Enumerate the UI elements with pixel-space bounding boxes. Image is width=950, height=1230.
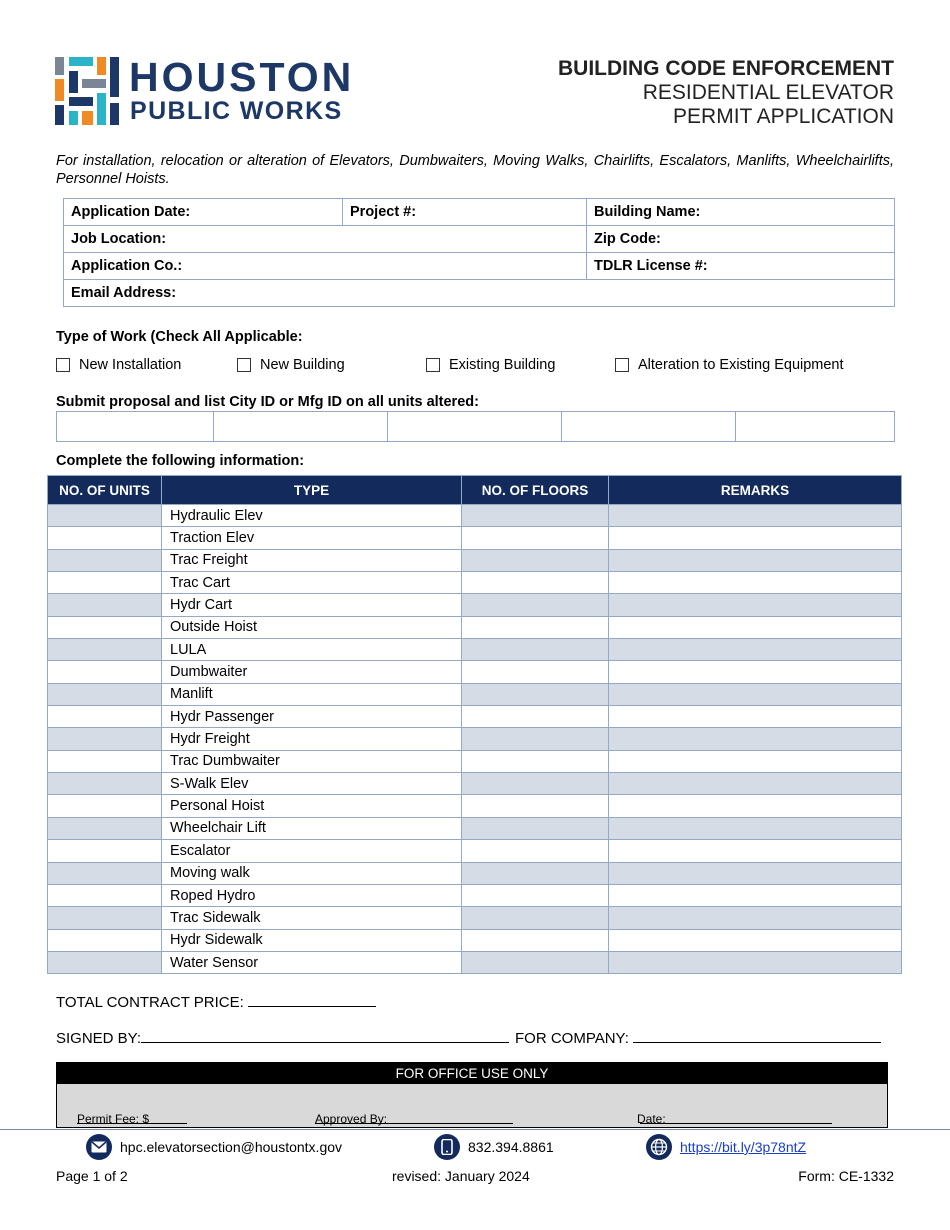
- floors-cell[interactable]: [462, 639, 609, 661]
- units-cell[interactable]: [48, 549, 162, 571]
- table-row: [48, 862, 902, 884]
- alteration-checkbox[interactable]: Alteration to Existing Equipment: [615, 357, 844, 373]
- table-row: [48, 639, 902, 661]
- type-cell: Manlift: [162, 683, 462, 705]
- checkbox-icon[interactable]: [426, 358, 440, 372]
- table-row: [48, 817, 902, 839]
- units-cell[interactable]: [48, 639, 162, 661]
- table-row: [48, 840, 902, 862]
- units-cell[interactable]: [48, 862, 162, 884]
- unit-id-input[interactable]: [562, 412, 736, 442]
- application-company-field[interactable]: Application Co.:: [64, 253, 587, 280]
- units-cell[interactable]: [48, 661, 162, 683]
- remarks-cell[interactable]: [609, 661, 902, 683]
- units-cell[interactable]: [48, 907, 162, 929]
- type-cell: LULA: [162, 639, 462, 661]
- type-cell: Hydr Passenger: [162, 706, 462, 728]
- units-cell[interactable]: [48, 728, 162, 750]
- form-title-line1: RESIDENTIAL ELEVATOR: [642, 81, 894, 104]
- new-building-checkbox[interactable]: New Building: [237, 357, 345, 373]
- units-cell[interactable]: [48, 929, 162, 951]
- existing-building-checkbox[interactable]: Existing Building: [426, 357, 555, 373]
- office-use-box: FOR OFFICE USE ONLY Permit Fee: $ Approved By: Date:: [56, 1062, 888, 1128]
- equipment-table: [47, 475, 902, 974]
- unit-id-row: [56, 411, 895, 442]
- revised-date: revised: January 2024: [392, 1168, 530, 1184]
- page-number: Page 1 of 2: [56, 1168, 128, 1184]
- checkbox-icon[interactable]: [56, 358, 70, 372]
- floors-cell[interactable]: [462, 616, 609, 638]
- contact-url[interactable]: [646, 1133, 806, 1161]
- table-row: [48, 505, 902, 527]
- floors-cell[interactable]: [462, 951, 609, 973]
- checkbox-icon[interactable]: [237, 358, 251, 372]
- floors-cell[interactable]: [462, 795, 609, 817]
- table-row: [48, 951, 902, 973]
- logo-subtitle: PUBLIC WORKS: [130, 97, 343, 125]
- table-row: [48, 549, 902, 571]
- remarks-cell[interactable]: [609, 817, 902, 839]
- total-contract-price-field[interactable]: TOTAL CONTRACT PRICE:: [56, 991, 376, 1011]
- units-cell[interactable]: [48, 683, 162, 705]
- short-link[interactable]: https://bit.ly/3p78ntZ: [680, 1139, 807, 1155]
- table-row: [48, 706, 902, 728]
- floors-cell[interactable]: [462, 527, 609, 549]
- table-row: [48, 795, 902, 817]
- department-title: BUILDING CODE ENFORCEMENT: [558, 57, 894, 80]
- floors-cell[interactable]: [462, 706, 609, 728]
- floors-cell[interactable]: [462, 683, 609, 705]
- table-row: [48, 527, 902, 549]
- units-cell[interactable]: [48, 795, 162, 817]
- table-row: [48, 750, 902, 772]
- email-address-field[interactable]: Email Address:: [64, 280, 895, 307]
- floors-cell[interactable]: [462, 773, 609, 795]
- remarks-cell[interactable]: [609, 527, 902, 549]
- table-row: [48, 884, 902, 906]
- office-use-title: FOR OFFICE USE ONLY: [57, 1063, 887, 1084]
- floors-cell[interactable]: [462, 661, 609, 683]
- type-cell: Trac Sidewalk: [162, 907, 462, 929]
- type-cell: Dumbwaiter: [162, 661, 462, 683]
- floors-cell[interactable]: [462, 840, 609, 862]
- col-header-type: TYPE: [162, 476, 462, 505]
- signed-by-field[interactable]: SIGNED BY:: [56, 1027, 509, 1047]
- units-cell[interactable]: [48, 527, 162, 549]
- remarks-cell[interactable]: [609, 706, 902, 728]
- type-cell: Hydr Freight: [162, 728, 462, 750]
- table-row: [48, 728, 902, 750]
- type-cell: Hydr Cart: [162, 594, 462, 616]
- application-info-table: [63, 198, 895, 307]
- type-cell: Hydr Sidewalk: [162, 929, 462, 951]
- table-row: [48, 683, 902, 705]
- unit-id-input[interactable]: [388, 412, 562, 442]
- remarks-cell[interactable]: [609, 884, 902, 906]
- remarks-cell[interactable]: [609, 572, 902, 594]
- type-cell: Trac Cart: [162, 572, 462, 594]
- units-cell[interactable]: [48, 572, 162, 594]
- type-cell: Trac Freight: [162, 549, 462, 571]
- floors-cell[interactable]: [462, 572, 609, 594]
- floors-cell[interactable]: [462, 750, 609, 772]
- type-cell: Wheelchair Lift: [162, 817, 462, 839]
- contact-email[interactable]: hpc.elevatorsection@houstontx.gov: [86, 1133, 342, 1161]
- type-cell: Traction Elev: [162, 527, 462, 549]
- logo-title: HOUSTON: [129, 54, 355, 100]
- complete-info-label: Complete the following information:: [56, 453, 305, 469]
- remarks-cell[interactable]: [609, 862, 902, 884]
- project-number-field[interactable]: Project #:: [343, 199, 587, 226]
- type-cell: Trac Dumbwaiter: [162, 750, 462, 772]
- remarks-cell[interactable]: [609, 549, 902, 571]
- type-of-work-label: Type of Work (Check All Applicable:: [56, 329, 303, 345]
- type-cell: Moving walk: [162, 862, 462, 884]
- building-name-field[interactable]: Building Name:: [587, 199, 895, 226]
- type-cell: Hydraulic Elev: [162, 505, 462, 527]
- units-cell[interactable]: [48, 750, 162, 772]
- units-cell[interactable]: [48, 951, 162, 973]
- floors-cell[interactable]: [462, 907, 609, 929]
- units-cell[interactable]: [48, 594, 162, 616]
- unit-id-input[interactable]: [736, 412, 895, 442]
- floors-cell[interactable]: [462, 594, 609, 616]
- tdlr-license-field[interactable]: TDLR License #:: [587, 253, 895, 280]
- unit-id-input[interactable]: [214, 412, 388, 442]
- contact-phone[interactable]: 832.394.8861: [434, 1133, 554, 1161]
- units-cell[interactable]: [48, 773, 162, 795]
- office-date-field[interactable]: Date:: [637, 1098, 640, 1112]
- floors-cell[interactable]: [462, 929, 609, 951]
- for-company-field[interactable]: FOR COMPANY:: [515, 1027, 881, 1047]
- remarks-cell[interactable]: [609, 840, 902, 862]
- remarks-cell[interactable]: [609, 639, 902, 661]
- type-cell: Outside Hoist: [162, 616, 462, 638]
- units-cell[interactable]: [48, 840, 162, 862]
- floors-cell[interactable]: [462, 862, 609, 884]
- remarks-cell[interactable]: [609, 505, 902, 527]
- type-cell: S-Walk Elev: [162, 773, 462, 795]
- table-row: [48, 661, 902, 683]
- units-cell[interactable]: [48, 505, 162, 527]
- table-row: [48, 572, 902, 594]
- footer-divider: [0, 1129, 950, 1130]
- unit-id-input[interactable]: [57, 412, 214, 442]
- type-cell: Escalator: [162, 840, 462, 862]
- col-header-floors: NO. OF FLOORS: [462, 476, 609, 505]
- houston-public-works-logo: [55, 54, 375, 127]
- table-row: [48, 616, 902, 638]
- type-cell: Personal Hoist: [162, 795, 462, 817]
- form-title-block: [474, 57, 894, 129]
- remarks-cell[interactable]: [609, 683, 902, 705]
- phone-icon: [434, 1134, 460, 1160]
- mail-icon: [86, 1134, 112, 1160]
- logo-mark-icon: [55, 57, 119, 125]
- units-cell[interactable]: [48, 884, 162, 906]
- col-header-units: NO. OF UNITS: [48, 476, 162, 505]
- form-number: Form: CE-1332: [798, 1168, 894, 1184]
- remarks-cell[interactable]: [609, 594, 902, 616]
- floors-cell[interactable]: [462, 728, 609, 750]
- units-cell[interactable]: [48, 706, 162, 728]
- table-row: [48, 929, 902, 951]
- remarks-cell[interactable]: [609, 616, 902, 638]
- form-title-line2: PERMIT APPLICATION: [673, 105, 894, 128]
- globe-icon: [646, 1134, 672, 1160]
- units-cell[interactable]: [48, 616, 162, 638]
- table-row: [48, 594, 902, 616]
- table-row: [48, 907, 902, 929]
- floors-cell[interactable]: [462, 549, 609, 571]
- checkbox-icon[interactable]: [615, 358, 629, 372]
- remarks-cell[interactable]: [609, 750, 902, 772]
- remarks-cell[interactable]: [609, 951, 902, 973]
- intro-text: For installation, relocation or alteration of Elevators, Dumbwaiters, Moving Walks, Chairlifts, Escalators, Manlifts, Wheelchairlifts, Personnel Hoists.: [56, 153, 894, 187]
- type-cell: Roped Hydro: [162, 884, 462, 906]
- table-row: [48, 773, 902, 795]
- new-installation-checkbox[interactable]: New Installation: [56, 357, 181, 373]
- type-cell: Water Sensor: [162, 951, 462, 973]
- job-location-field[interactable]: Job Location:: [64, 226, 587, 253]
- remarks-cell[interactable]: [609, 795, 902, 817]
- remarks-cell[interactable]: [609, 907, 902, 929]
- floors-cell[interactable]: [462, 505, 609, 527]
- type-of-work-options: [56, 357, 896, 377]
- remarks-cell[interactable]: [609, 728, 902, 750]
- zip-code-field[interactable]: Zip Code:: [587, 226, 895, 253]
- floors-cell[interactable]: [462, 817, 609, 839]
- remarks-cell[interactable]: [609, 773, 902, 795]
- floors-cell[interactable]: [462, 884, 609, 906]
- remarks-cell[interactable]: [609, 929, 902, 951]
- proposal-label: Submit proposal and list City ID or Mfg ID on all units altered:: [56, 394, 479, 410]
- col-header-remarks: REMARKS: [609, 476, 902, 505]
- application-date-field[interactable]: Application Date:: [64, 199, 343, 226]
- units-cell[interactable]: [48, 817, 162, 839]
